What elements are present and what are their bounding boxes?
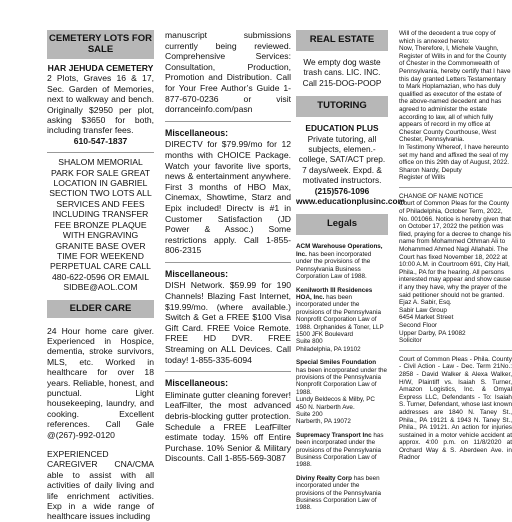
author-services-ad: manuscript submissions currently being reviewed. Comprehensive Services: Consultation, Production, Promotion and Distribution. Call for Your Free Author’s Guide 1-877-670-0236 or visit dorranceinfo.com/pasn [165, 30, 291, 115]
dish-network-ad: DISH Network. $59.99 for 190 Channels! Blazing Fast Internet, $19.99/mo. (where available.) Switch & Get a FREE $100 Visa Gift Card. FREE Voice Remote. FREE HD DVR. FREE Streaming on ALL Devices. Call today! 1-855-335-6094 [165, 280, 291, 365]
legal-notice-2: Kenilworth III Residences HOA, Inc. has been incorporated under the provisions of the Pennsylvania Nonprofit Corporation Law of 1988. Orphanides & Toner, LLP 1500 JFK Boulevard Suite 800 Philadelphia, PA 19102 [296, 286, 384, 353]
har-jehuda-body: 2 Plots, Graves 16 & 17, Sec. Garden of Memories, next to walkway and bench. Originally $2950 per plot, asking $3650 for both, including transfer fees. [47, 73, 154, 136]
elder-care-heading: ELDER CARE [47, 300, 154, 318]
leaffilter-ad: Eliminate gutter cleaning forever! LeafFilter, the most advanced debris-blocking gutter protection. Schedule a FREE LeafFilter estimate today. 15% off Entire Purchase. 10% Senior & Military Discounts. Call 1-855-569-3087 [165, 389, 291, 464]
divider [399, 350, 512, 351]
elder-care-ad-2: EXPERIENCED CAREGIVER CNA/CMA able to assist with all activities of daily living and life enrichment activities. Exp in a wide range of healthcare issues including [47, 449, 154, 522]
directv-ad: DIRECTV for $79.99/mo for 12 months with CHOICE Package. Watch your favorite live sports, news & entertainment anywhere. First 3 months of HBO Max, Cinemax, Showtime, Starz and Epix included! Directv is #1 in Customer Satisfaction (JD Power & Assoc.) Some restrictions apply. Call 1-855-806-2315 [165, 139, 291, 256]
divider [399, 187, 512, 188]
legal-notice-4: Supremacy Transport Inc has been incorporated under the provisions of the Pennsylvania Business Corporation Law of 1988. [296, 431, 384, 469]
legal-notice-1: ACM Warehouse Operations, Inc. has been incorporated under the provisions of the Pennsylvania Business Corporation Law of 1988. [296, 243, 383, 281]
divider [165, 371, 291, 372]
har-jehuda-phone: 610-547-1837 [73, 135, 128, 146]
shalom-memorial-ad: SHALOM MEMORIAL PARK FOR SALE GREAT LOCATION IN GABRIEL SECTION TWO LOTS ALL SERVICES AND FEES INCLUDING TRANSFER FEE BRONZE PLAQUE WITH ENGRAVING GRANITE BASE OVER TIME FOR WEEKEND PERPETUAL CARE CALL 480-622-0596 OR EMAIL SIDBE@AOL.COM [49, 157, 152, 293]
legals-heading: Legals [296, 214, 388, 235]
column-3 [296, 30, 405, 512]
column-2 [165, 30, 291, 512]
divider [165, 262, 291, 263]
dog-waste-ad: We empty dog waste trash cans. LIC. INC. Call 215-DOG-POOP [302, 57, 382, 88]
register-of-wills-notice: Will of the decedent a true copy of which is annexed hereto: Now, Therefore, I, Michele Vaughn, Register of Wills in and for the County of Chester in the Commonwealth of Pennsylvania, hereby certify that I have this day granted Letters Testamentary to Mark Hoplamazian, who has duly qualified as executor of the estate of the above-named decedent and has agreed to administer the estate according to law, all of which fully appears of record in my office at Chester County Courthouse, West Chester, Pennsylvania. In Testimony Whereof, I have hereunto set my hand and affixed the seal of my office on this 29th day of August, 2022. Sharon Nardy, Deputy Register of Wills [399, 30, 511, 182]
change-of-name-notice: CHANGE OF NAME NOTICE Court of Common Pleas for the County of Philadelphia, October Term, 2022, No. 001066. Notice is hereby given that on October 17, 2022 the petition was filed, praying for a decree to change his name from Mohammed Othman Ali to Mohammed Ahmed Nagi Allahabi. The Court has fixed November 18, 2022 at 10:00 A.M. in Courtroom 691, City Hall, Phila., PA for the hearing. All persons interested may appear and show cause if any they have, why the prayer of the said petitioner should not be granted. Ejaz A. Sabir, Esq. Sabir Law Group 6454 Market Street Second Floor Upper Darby, PA 19082 Solicitor [399, 192, 511, 345]
real-estate-heading: REAL ESTATE [296, 30, 388, 51]
divider [47, 152, 154, 153]
education-plus-title: EDUCATION PLUS [305, 123, 379, 134]
column-1 [47, 30, 154, 522]
education-plus-phone: (215)576-1096 [314, 185, 370, 196]
cemetery-lots-heading: CEMETERY LOTS FOR SALE [47, 30, 154, 59]
education-plus-body: Private tutoring, all subjects, elemen.-college, SAT/ACT prep. 7 days/week. Expd. & motivated instructors. [298, 133, 386, 186]
har-jehuda-title: HAR JEHUDA CEMETERY [47, 63, 154, 73]
column-4 [399, 30, 512, 512]
education-plus-website: www.educationplusinc.com [296, 196, 405, 207]
divider [165, 121, 291, 122]
legal-notice-3: Special Smiles Foundation has been incorporated under the provisions of the Pennsylvania Nonprofit Corporation Law of 1988. Lundy Beldecos & Milby, PC 450 N. Narberth Ave. Suite 200 Narberth, PA 19072 [296, 359, 388, 426]
elder-care-ad-1: 24 Hour home care giver. Experienced in Hospice, dementia, stroke survivors, MLS, etc. Worked in healthcare for over 18 years. Reliable, honest, and punctual. Light housekeeping, laundry, and cooking. Excellent references. Call Gale @(267)-992-0120 [47, 325, 154, 440]
misc-3-title: Miscellaneous: [165, 378, 229, 389]
misc-1-title: Miscellaneous: [165, 127, 229, 138]
legal-notice-5: Diviny Realty Corp has been incorporated under the provisions of the Pennsylvania Business Corporation Law of 1988. [296, 474, 382, 512]
tutoring-heading: TUTORING [296, 96, 388, 117]
court-action-notice: Court of Common Pleas - Phila. County - Civil Action - Law - Dec. Term 21No.: 2858 - David Walker & Alexa Walker, H/W, Plaintiff vs. Isaiah S. Turner, Amazon Logistics, Inc. & Omyal Express LLC, Defendants - To: Isaiah S. Turner, Defendant, whose last known addresses are 1840 N. Taney St., Phila., PA 19121 & 1943 N. Taney St., Phila., PA 19121. An action for injuries sustained in a motor vehicle accident at approx. 4:00 p.m. on 11/8/2020 at Orchard Way & S. Aberdeen Ave. in Radnor [399, 355, 512, 462]
misc-2-title: Miscellaneous: [165, 268, 229, 279]
